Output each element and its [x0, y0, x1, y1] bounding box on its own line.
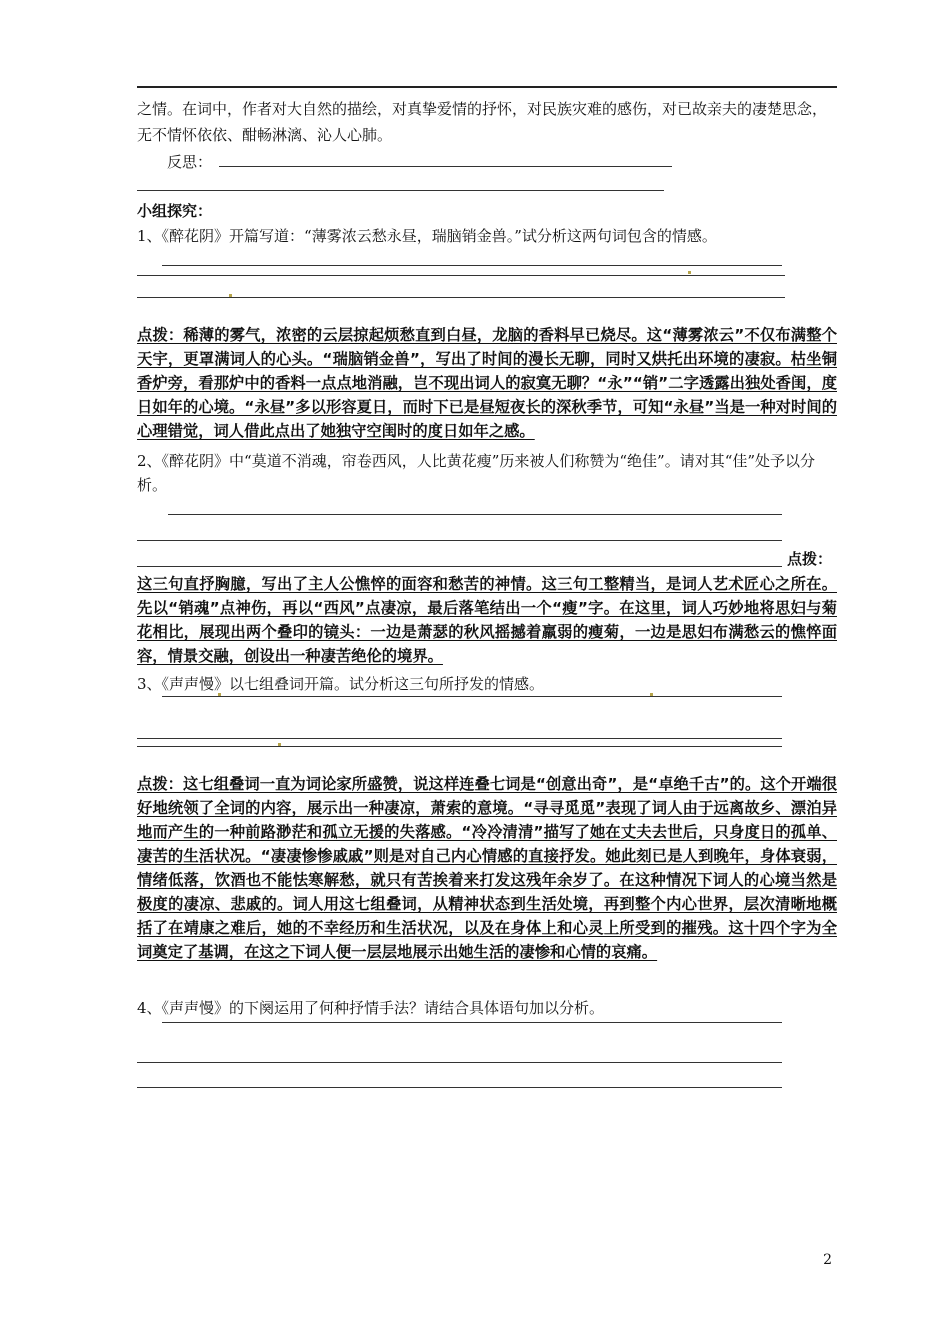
answer-line[interactable] — [162, 1022, 782, 1023]
page-number: 2 — [823, 1252, 832, 1268]
question-1: 1、《醉花阴》开篇写道：“薄雾浓云愁永昼，瑞脑销金兽。”试分析这两句词包含的情感。 — [137, 227, 717, 245]
speck — [218, 693, 221, 696]
answer-line[interactable] — [137, 297, 785, 298]
answer-line[interactable] — [137, 738, 782, 739]
speck — [229, 294, 232, 297]
answer-line[interactable] — [137, 566, 782, 567]
speck — [650, 693, 653, 696]
answer-line[interactable] — [162, 696, 782, 697]
speck — [688, 271, 691, 274]
answer-line[interactable] — [137, 1087, 782, 1088]
question-3: 3、《声声慢》以七组叠词开篇。试分析这三句所抒发的情感。 — [137, 675, 545, 693]
answer-line[interactable] — [168, 514, 782, 515]
speck — [278, 743, 281, 746]
question-4: 4、《声声慢》的下阕运用了何种抒情手法？请结合具体语句加以分析。 — [137, 999, 605, 1017]
reflection-answer-line[interactable] — [137, 190, 664, 191]
tip-2: 这三句直抒胸臆，写出了主人公憔悴的面容和愁苦的神情。这三句工整精当，是词人艺术匠心之所在。先以“销魂”点神伤，再以“西风”点凄凉，最后落笔结出一个“瘦”字。在这里，词人巧妙地将思妇与菊花相比，展现出两个叠印的镜头：一边是萧瑟的秋风摇撼着羸弱的瘦菊，一边是思妇布满愁云的憔悴面容，情景交融，创设出一种凄苦绝伦的境界。 — [137, 575, 837, 665]
answer-line[interactable] — [137, 540, 782, 541]
intro-paragraph: 之情。在词中，作者对大自然的描绘，对真挚爱情的抒怀，对民族灾难的感伤，对已故亲夫的凄楚思念，无不情怀依依、酣畅淋漓、沁人心肺。 — [137, 100, 828, 144]
answer-line[interactable] — [137, 275, 785, 276]
section-heading: 小组探究： — [137, 202, 213, 220]
tip-1: 点拨：稀薄的雾气，浓密的云层掠起烦愁直到白昼，龙脑的香料早已烧尽。这“薄雾浓云”不仅布满整个天宇，更罩满词人的心头。“瑞脑销金兽”，写出了时间的漫长无聊，同时又烘托出环境的凄寂。枯坐铜香炉旁，看那炉中的香料一点点地消融，岂不现出词人的寂寞无聊？“永”“销”二字透露出独处香闺，度日如年的心境。“永昼”多以形容夏日，而时下已是昼短夜长的深秋季节，可知“永昼”当是一种对时间的心理错觉，词人借此点出了她独守空闺时的度日如年之感。 — [137, 326, 837, 440]
answer-line[interactable] — [137, 746, 782, 747]
tip-3: 点拨：这七组叠词一直为词论家所盛赞，说这样连叠七词是“创意出奇”，是“卓绝千古”的。这个开端很好地统领了全词的内容，展示出一种凄凉，萧索的意境。“寻寻觅觅”表现了词人由于远离故乡、漂泊异地而产生的一种前路渺茫和孤立无援的失落感。“冷冷清清”描写了她在丈夫去世后，只身度日的孤单、凄苦的生活状况。“凄凄惨惨戚戚”则是对自己内心情感的直接抒发。她此刻已是人到晚年，身体衰弱，情绪低落，饮酒也不能怯寒解愁，就只有苦挨着来打发这残年余岁了。在这种情况下词人的心境当然是极度的凄凉、悲戚的。词人用这七组叠词，从精神状态到生活处境，再到整个内心世界，层次清晰地概括了在靖康之难后，她的不幸经历和生活状况，以及在身体上和心灵上所受到的摧残。这十四个字为全词奠定了基调，在这之下词人便一层层地展示出她生活的凄惨和心情的哀痛。 — [137, 775, 837, 961]
answer-line[interactable] — [137, 1062, 782, 1063]
reflection-answer-line[interactable] — [219, 166, 672, 167]
tip-2-label: 点拨： — [786, 550, 832, 568]
answer-line[interactable] — [162, 265, 782, 266]
question-2: 2、《醉花阴》中“莫道不消魂，帘卷西风，人比黄花瘦”历来被人们称赞为“绝佳”。请对其“佳”处予以分析。 — [137, 452, 816, 494]
header-rule — [137, 86, 837, 88]
reflection-label: 反思： — [167, 153, 213, 171]
